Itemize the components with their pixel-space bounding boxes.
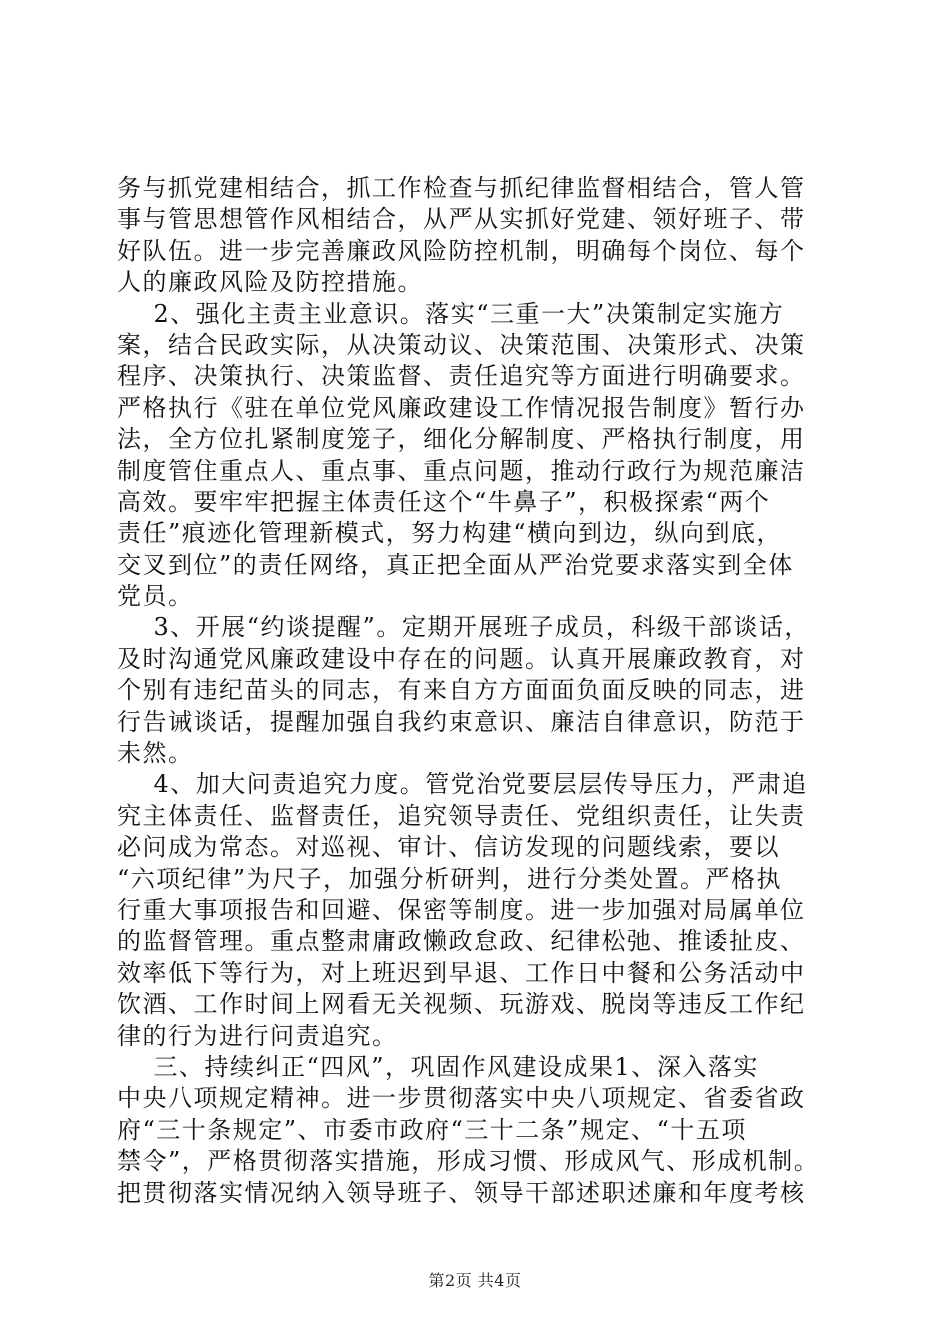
text-line: “六项纪律”为尺子，加强分析研判，进行分类处置。严格执 <box>117 864 783 893</box>
text-line: 个别有违纪苗头的同志，有来自方方面面负面反映的同志，进 <box>117 676 806 705</box>
text-line: 饮酒、工作时间上网看无关视频、玩游戏、脱岗等违反工作纪 <box>117 990 806 1019</box>
text-line: 责任”痕迹化管理新模式，努力构建“横向到边，纵向到底， <box>117 519 783 548</box>
text-line: 及时沟通党风廉政建设中存在的问题。认真开展廉政教育，对 <box>117 644 806 673</box>
text-line: 交叉到位”的责任网络，真正把全面从严治党要求落实到全体 <box>117 550 794 579</box>
text-line: 严格执行《驻在单位党风廉政建设工作情况报告制度》暂行办 <box>117 393 806 422</box>
text-line: 的监督管理。重点整肃庸政懒政怠政、纪律松弛、推诿扯皮、 <box>117 927 806 956</box>
text-line: 究主体责任、监督责任，追究领导责任、党组织责任，让失责 <box>117 801 806 830</box>
text-line: 事与管思想管作风相结合，从严从实抓好党建、领好班子、带 <box>117 205 806 234</box>
text-line: 案，结合民政实际，从决策动议、决策范围、决策形式、决策 <box>117 330 806 359</box>
text-line: 禁令”，严格贯彻落实措施，形成习惯、形成风气、形成机制。 <box>117 1147 820 1176</box>
text-line: 必问成为常态。对巡视、审计、信访发现的问题线索，要以 <box>117 833 780 862</box>
page-footer <box>0 1268 950 1291</box>
text-line: 务与抓党建相结合，抓工作检查与抓纪律监督相结合，管人管 <box>117 174 806 202</box>
text-line: 三、持续纠正“四风”，巩固作风建设成果1、深入落实 <box>117 1052 759 1081</box>
text-line: 府“三十条规定”、市委市政府“三十二条”规定、“十五项 <box>117 1115 747 1144</box>
text-line: 好队伍。进一步完善廉政风险防控机制，明确每个岗位、每个 <box>117 236 806 265</box>
text-line: 人的廉政风险及防控措施。 <box>117 268 423 297</box>
text-line: 律的行为进行问责追究。 <box>117 1021 398 1050</box>
text-line: 法，全方位扎紧制度笼子，细化分解制度、严格执行制度，用 <box>117 425 806 454</box>
document-body <box>117 173 837 1209</box>
text-line: 3、开展“约谈提醒”。定期开展班子成员，科级干部谈话， <box>117 613 810 642</box>
text-line: 行告诫谈话，提醒加强自我约束意识、廉洁自律意识，防范于 <box>117 707 806 736</box>
text-line: 党员。 <box>117 582 194 611</box>
text-line: 2、强化主责主业意识。落实“三重一大”决策制定实施方 <box>117 299 785 328</box>
page-number-text: 第2页 共4页 <box>428 1271 522 1290</box>
text-line: 行重大事项报告和回避、保密等制度。进一步加强对局属单位 <box>117 895 806 924</box>
text-line: 未然。 <box>117 739 194 768</box>
text-line: 把贯彻落实情况纳入领导班子、领导干部述职述廉和年度考核 <box>117 1178 806 1207</box>
text-line: 制度管住重点人、重点事、重点问题，推动行政行为规范廉洁 <box>117 456 806 485</box>
text-line: 高效。要牢牢把握主体责任这个“牛鼻子”，积极探索“两个 <box>117 487 771 516</box>
text-line: 中央八项规定精神。进一步贯彻落实中央八项规定、省委省政 <box>117 1084 806 1113</box>
text-line: 效率低下等行为，对上班迟到早退、工作日中餐和公务活动中 <box>117 958 806 987</box>
text-line: 4、加大问责追究力度。管党治党要层层传导压力，严肃追 <box>117 770 808 799</box>
text-line: 程序、决策执行、决策监督、责任追究等方面进行明确要求。 <box>117 362 806 391</box>
